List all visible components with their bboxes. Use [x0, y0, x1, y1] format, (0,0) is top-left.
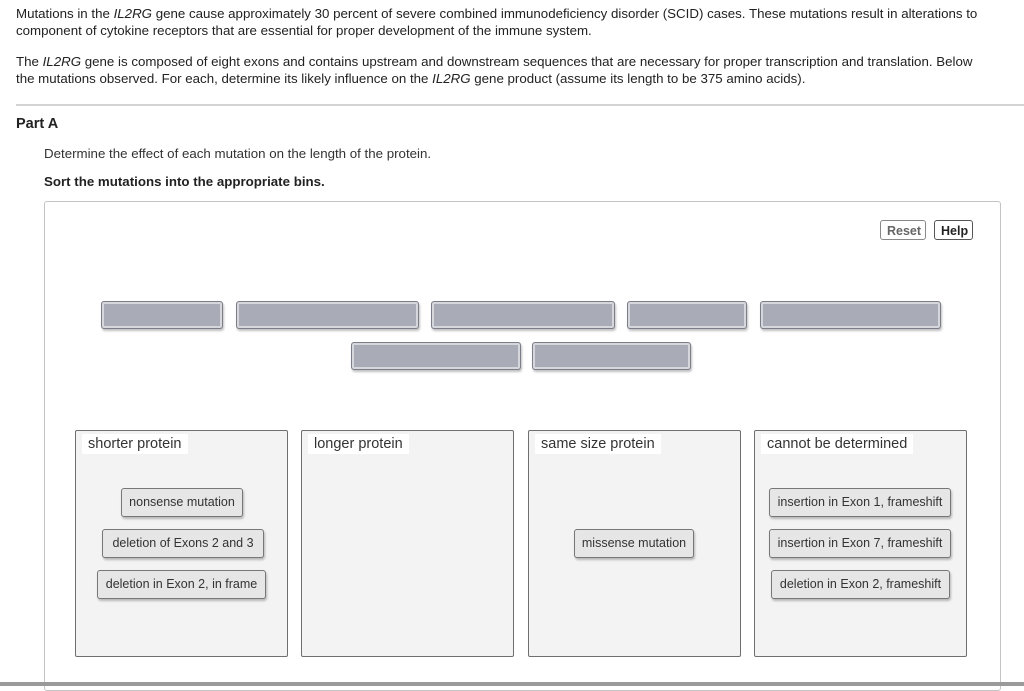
gene-name: IL2RG: [432, 71, 471, 86]
section-divider: [16, 104, 1024, 106]
instruction-text: Determine the effect of each mutation on the length of the protein.: [44, 146, 432, 161]
empty-answer-slot[interactable]: [101, 301, 223, 329]
instruction-bold-text: Sort the mutations into the appropriate bins.: [44, 174, 325, 189]
intro-line: Mutations in the IL2RG gene cause approximately 30 percent of severe combined immunodeficiency disorder (SCID) cases. These mutations result in alterations to: [16, 6, 978, 21]
empty-answer-slot[interactable]: [236, 301, 419, 329]
intro-paragraph-2: [16, 53, 1024, 87]
mutation-chip[interactable]: missense mutation: [574, 529, 694, 558]
empty-answer-slot[interactable]: [532, 342, 691, 370]
help-button[interactable]: Help: [934, 220, 973, 240]
bottom-scroll-bar[interactable]: [0, 682, 1024, 686]
intro-line: component of cytokine receptors that are essential for proper development of the immune system.: [16, 23, 592, 38]
mutation-chip[interactable]: insertion in Exon 1, frameshift: [769, 488, 951, 517]
empty-answer-slot[interactable]: [351, 342, 521, 370]
intro-line: The IL2RG gene is composed of eight exons and contains upstream and downstream sequences that are necessary for proper transcription and translation. Below: [16, 54, 973, 69]
gene-name: IL2RG: [113, 6, 153, 21]
mutation-chip[interactable]: deletion in Exon 2, in frame: [97, 570, 266, 599]
empty-answer-slot[interactable]: [760, 301, 941, 329]
empty-answer-slot[interactable]: [627, 301, 747, 329]
mutation-chip[interactable]: insertion in Exon 7, frameshift: [769, 529, 951, 558]
bin-title: same size protein: [535, 434, 661, 454]
bin-title: cannot be determined: [761, 434, 913, 454]
bin-title: longer protein: [308, 434, 409, 454]
empty-answer-slot[interactable]: [431, 301, 615, 329]
mutation-chip[interactable]: deletion in Exon 2, frameshift: [771, 570, 950, 599]
bin-longer-protein[interactable]: [301, 430, 514, 657]
mutation-chip[interactable]: deletion of Exons 2 and 3: [102, 529, 264, 558]
mutation-chip[interactable]: nonsense mutation: [121, 488, 243, 517]
bin-title: shorter protein: [82, 434, 188, 454]
part-title: Part A: [16, 116, 59, 132]
intro-line: the mutations observed. For each, determine its likely influence on the IL2RG gene product (assume its length to be 375 amino acids).: [16, 71, 806, 86]
intro-paragraph-1: [16, 5, 1024, 39]
reset-button[interactable]: Reset: [880, 220, 926, 240]
gene-name: IL2RG: [42, 54, 82, 69]
